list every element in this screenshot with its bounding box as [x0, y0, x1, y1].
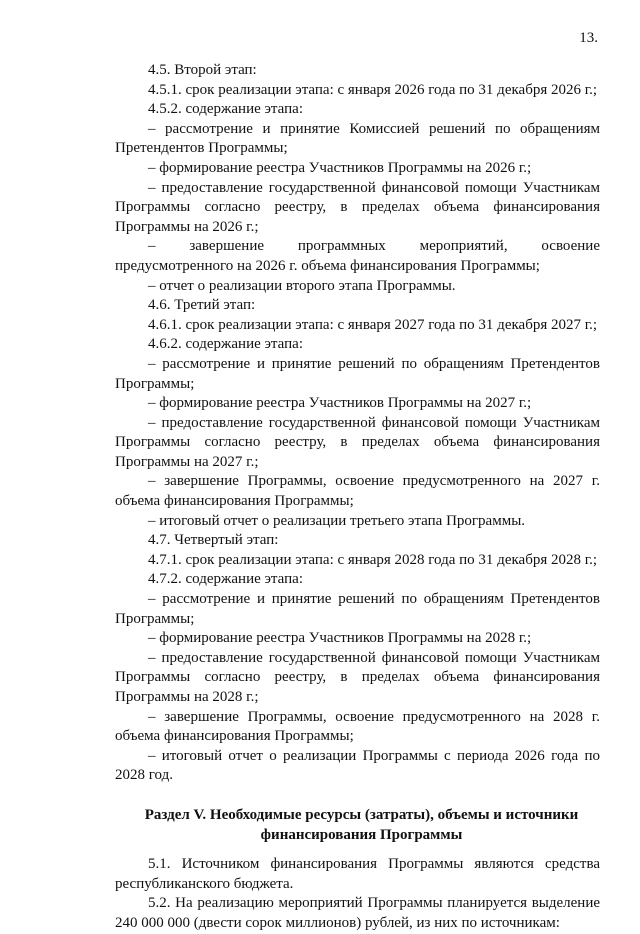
stage-2-heading: 4.5. Второй этап: — [148, 62, 257, 78]
stage-2-item: – предоставление государственной финансовой помощи Участникам Программы согласно реестру, в пределах объема финансирования Программы на 2026 г.; — [115, 179, 600, 235]
stage-4-item: – предоставление государственной финансовой помощи Участникам Программы согласно реестру, в пределах объема финансирования Программы на 2028 г.; — [115, 649, 600, 705]
stage-4-item: – завершение Программы, освоение предусмотренного на 2028 г. объема финансирования Программы; — [115, 708, 600, 745]
section-5-paragraph-2: 5.2. На реализацию мероприятий Программы планируется выделение 240 000 000 (двести сорок миллионов) рублей, из них по источникам: — [115, 895, 600, 931]
stage-4-item: – формирование реестра Участников Программы на 2028 г.; — [148, 630, 532, 647]
section-5-paragraph-1: 5.1. Источником финансирования Программы являются средства республиканского бюджета. — [115, 856, 600, 892]
spacer — [115, 786, 600, 806]
stage-3-item: – итоговый отчет о реализации третьего этапа Программы. — [148, 512, 526, 529]
section-5-title-line-1: Раздел V. Необходимые ресурсы (затраты), объемы и источники — [144, 806, 579, 823]
document-body — [115, 61, 600, 934]
stage-4-item: – рассмотрение и принятие решений по обращениям Претендентов Программы; — [115, 591, 600, 627]
stage-2-content-heading: 4.5.2. содержание этапа: — [148, 101, 303, 118]
spacer — [115, 845, 600, 855]
stage-2-item: – формирование реестра Участников Программы на 2026 г.; — [148, 159, 532, 176]
stage-4-heading: 4.7. Четвертый этап: — [148, 532, 279, 549]
stage-2-term: 4.5.1. срок реализации этапа: с января 2026 года по 31 декабря 2026 г.; — [148, 81, 598, 98]
page-number: 13. — [579, 30, 598, 46]
stage-3-content-heading: 4.6.2. содержание этапа: — [148, 336, 303, 353]
stage-2-item: – отчет о реализации второго этапа Программы. — [148, 277, 456, 294]
stage-4-content-heading: 4.7.2. содержание этапа: — [148, 571, 303, 588]
stage-3-item: – предоставление государственной финансовой помощи Участникам Программы согласно реестру, в пределах объема финансирования Программы на 2027 г.; — [115, 414, 600, 470]
stage-3-item: – формирование реестра Участников Программы на 2027 г.; — [148, 395, 532, 412]
stage-3-item: – рассмотрение и принятие решений по обращениям Претендентов Программы; — [115, 355, 600, 392]
stage-4-term: 4.7.1. срок реализации этапа: с января 2028 года по 31 декабря 2028 г.; — [148, 551, 598, 568]
stage-3-heading: 4.6. Третий этап: — [148, 297, 256, 314]
stage-2-item: – рассмотрение и принятие Комиссией решений по обращениям Претендентов Программы; — [115, 120, 600, 157]
stage-3-term: 4.6.1. срок реализации этапа: с января 2027 года по 31 декабря 2027 г.; — [148, 316, 598, 333]
stage-3-item: – завершение Программы, освоение предусмотренного на 2027 г. объема финансирования Программы; — [115, 473, 600, 510]
section-5-title-line-2: финансирования Программы — [260, 826, 463, 843]
stage-2-item: – завершение программных мероприятий, освоение предусмотренного на 2026 г. объема финансирования Программы; — [115, 238, 600, 274]
stage-4-item: – итоговый отчет о реализации Программы с периода 2026 года по 2028 год. — [115, 747, 600, 784]
